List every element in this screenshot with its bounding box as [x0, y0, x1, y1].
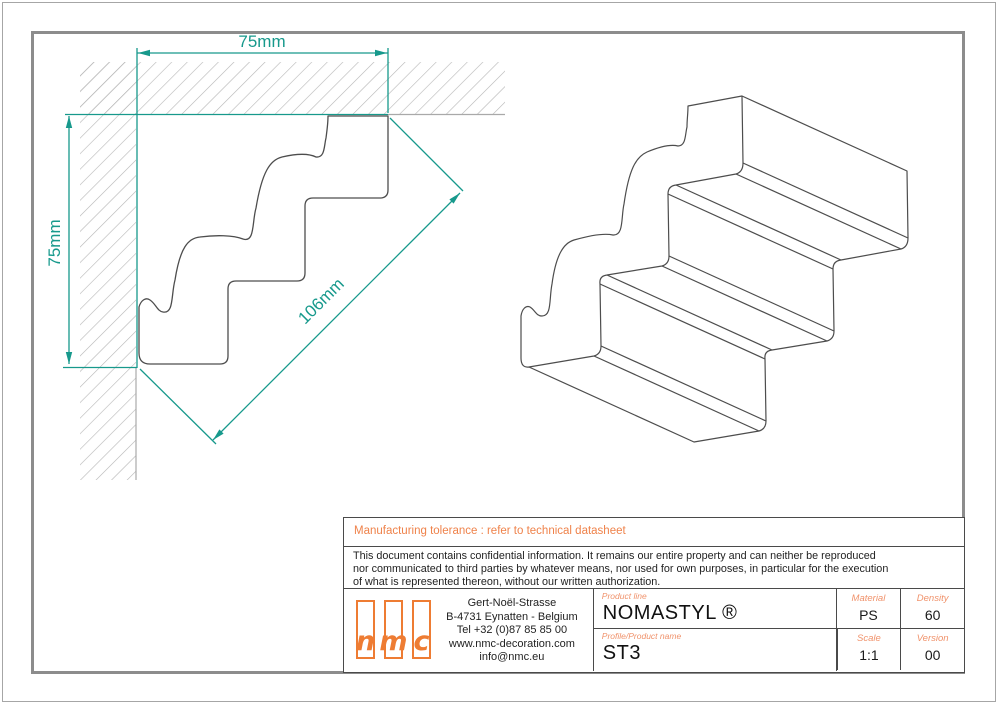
dim-diagonal-106mm [213, 193, 460, 440]
material-label: Material [851, 593, 886, 604]
nmc-logo [344, 589, 431, 671]
version-cell [900, 628, 964, 670]
confidentiality-line: nor communicated to third parties by whatever means, nor used for own purposes, in particular for the execution [353, 562, 889, 575]
ceiling-hatch [80, 62, 505, 114]
tolerance-note: Manufacturing tolerance : refer to technical datasheet [354, 525, 626, 537]
confidentiality-line: of what is represented thereon, without our written authorization. [353, 575, 661, 588]
confidentiality-line: This document contains confidential information. It remains our entire property and can neither be reproduced [353, 550, 876, 562]
material-value: PS [859, 607, 878, 623]
wall-hatch [80, 62, 136, 480]
company-address [431, 589, 593, 671]
product-cell [593, 589, 836, 671]
profile-section-outline [139, 116, 388, 364]
title-block [343, 517, 965, 673]
density-value: 60 [924, 607, 941, 623]
logo-box [379, 600, 408, 659]
dim-left-75mm [66, 116, 72, 364]
scale-label: Scale [857, 633, 881, 644]
logo-letter: n [355, 626, 376, 657]
product-line-value: NOMASTYL ® [602, 602, 738, 624]
density-cell [900, 589, 964, 628]
scale-value: 1:1 [859, 647, 879, 663]
product-line-row [594, 589, 836, 628]
confidentiality-note [344, 546, 964, 588]
logo-letter: c [413, 626, 430, 657]
address-line: Gert-Noël-Strasse [467, 597, 557, 609]
product-name-label: Profile/Product name [601, 631, 682, 641]
density-label: Density [916, 593, 949, 604]
logo-letter: m [379, 626, 408, 657]
specs-grid [836, 589, 964, 671]
product-line-label: Product line [601, 591, 647, 601]
dim-label-left: 75mm [45, 219, 64, 267]
dim-label-diagonal: 106mm [294, 274, 348, 328]
company-cell [344, 589, 593, 671]
isometric-view [521, 96, 908, 442]
material-cell [837, 589, 901, 628]
address-line: Tel +32 (0)87 85 85 00 [456, 624, 568, 637]
logo-box [412, 600, 431, 659]
address-line: B-4731 Eynatten - Belgium [446, 610, 578, 623]
scale-cell [837, 628, 901, 670]
title-block-bottom-row [344, 588, 964, 671]
product-name-row [594, 628, 836, 670]
product-name-value: ST3 [602, 642, 641, 664]
logo-box [356, 600, 375, 659]
version-label: Version [916, 633, 949, 644]
dim-label-top: 75mm [238, 32, 286, 51]
isometric-silhouette [521, 96, 908, 442]
address-line: www.nmc-decoration.com [448, 637, 575, 650]
version-value: 00 [924, 647, 941, 663]
address-line: info@nmc.eu [479, 651, 545, 664]
